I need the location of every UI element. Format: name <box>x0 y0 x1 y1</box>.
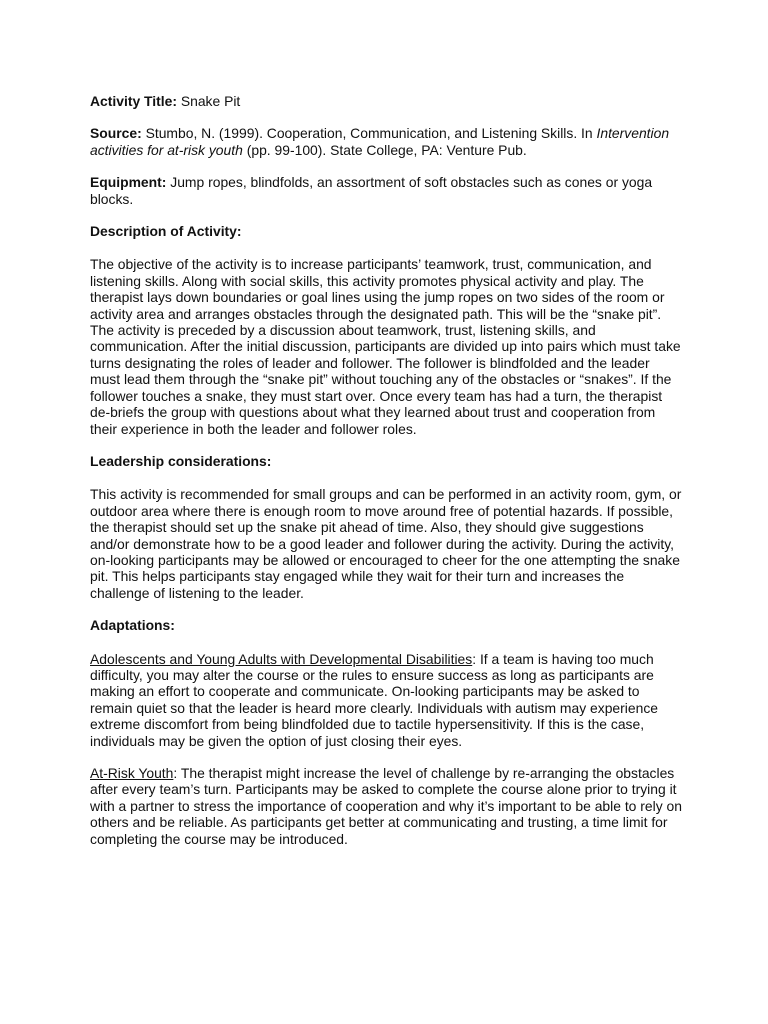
description-body: The objective of the activity is to increase participants’ teamwork, trust, communication, and listening skills. Along with social skills, this activity promotes physical activity and play. The therapist lays down boundaries or goal lines using the jump ropes on two sides of the room or activity area and arranges obstacles through the designated path. This will be the “snake pit”. The activity is preceded by a discussion about teamwork, trust, listening skills, and communication. After the initial discussion, participants are divided up into pairs which must take turns designating the roles of leader and follower. The follower is blindfolded and the leader must lead them through the “snake pit” without touching any of the obstacles or “snakes”. If the follower touches a snake, they must start over. Once every team has had a turn, the therapist de-briefs the group with questions about what they learned about trust and cooperation from their experience in both the leader and follower roles. <box>90 256 681 437</box>
source-citation-start: Stumbo, N. (1999). Cooperation, Communication, and Listening Skills. In <box>145 125 597 142</box>
document-page <box>90 93 682 863</box>
source-citation-end: (pp. 99-100). State College, PA: Venture Pub. <box>242 141 527 158</box>
adaptation-item <box>90 651 682 749</box>
adaptation-subheading: Adolescents and Young Adults with Developmental Disabilities <box>90 650 473 667</box>
equipment-line <box>90 174 682 207</box>
source-book-title: Intervention activities for at-risk youth <box>90 125 670 158</box>
adaptation-body: : The therapist might increase the level of challenge by re-arranging the obstacles after every team’s turn. Participants may be asked to complete the course alone prior to trying it with a partner to stress the importance of cooperation and why it’s important to be able to rely on others and be reliable. As participants get better at communicating and trusting, a time limit for completing the course may be introduced. <box>90 765 682 847</box>
activity-title-label: Activity Title: <box>90 93 177 109</box>
leadership-heading: Leadership considerations: <box>90 452 272 469</box>
equipment-label: Equipment: <box>90 174 167 191</box>
activity-title-line <box>90 93 682 109</box>
source-line <box>90 125 682 158</box>
adaptations-heading: Adaptations: <box>90 617 175 634</box>
equipment-value: Jump ropes, blindfolds, an assortment of soft obstacles such as cones or yoga blocks. <box>90 174 653 207</box>
source-label: Source: <box>90 125 142 142</box>
adaptation-subheading: At-Risk Youth <box>90 765 174 781</box>
adaptation-body: : If a team is having too much difficulty, you may alter the course or the rules to ensure success as long as participants are making an effort to cooperate and communicate. On-looking participants may be asked to remain quiet so that the leader is heard more clearly. Individuals with autism may experience extreme discomfort from being blindfolded due to tactile hypersensitivity. If this is the case, individuals may be given the option of just closing their eyes. <box>90 650 658 749</box>
adaptation-item <box>90 765 682 847</box>
leadership-body: This activity is recommended for small groups and can be performed in an activity room, gym, or outdoor area where there is enough room to move around free of potential hazards. If possible, the therapist should set up the snake pit ahead of time. Also, they should give suggestions and/or demonstrate how to be a good leader and follower during the activity. During the activity, on-looking participants may be allowed or encouraged to cheer for the one attempting the snake pit. This helps participants stay engaged while they wait for their turn and increases the challenge of listening to the leader. <box>90 486 682 601</box>
activity-title-value: Snake Pit <box>180 93 241 109</box>
description-heading: Description of Activity: <box>90 223 242 240</box>
